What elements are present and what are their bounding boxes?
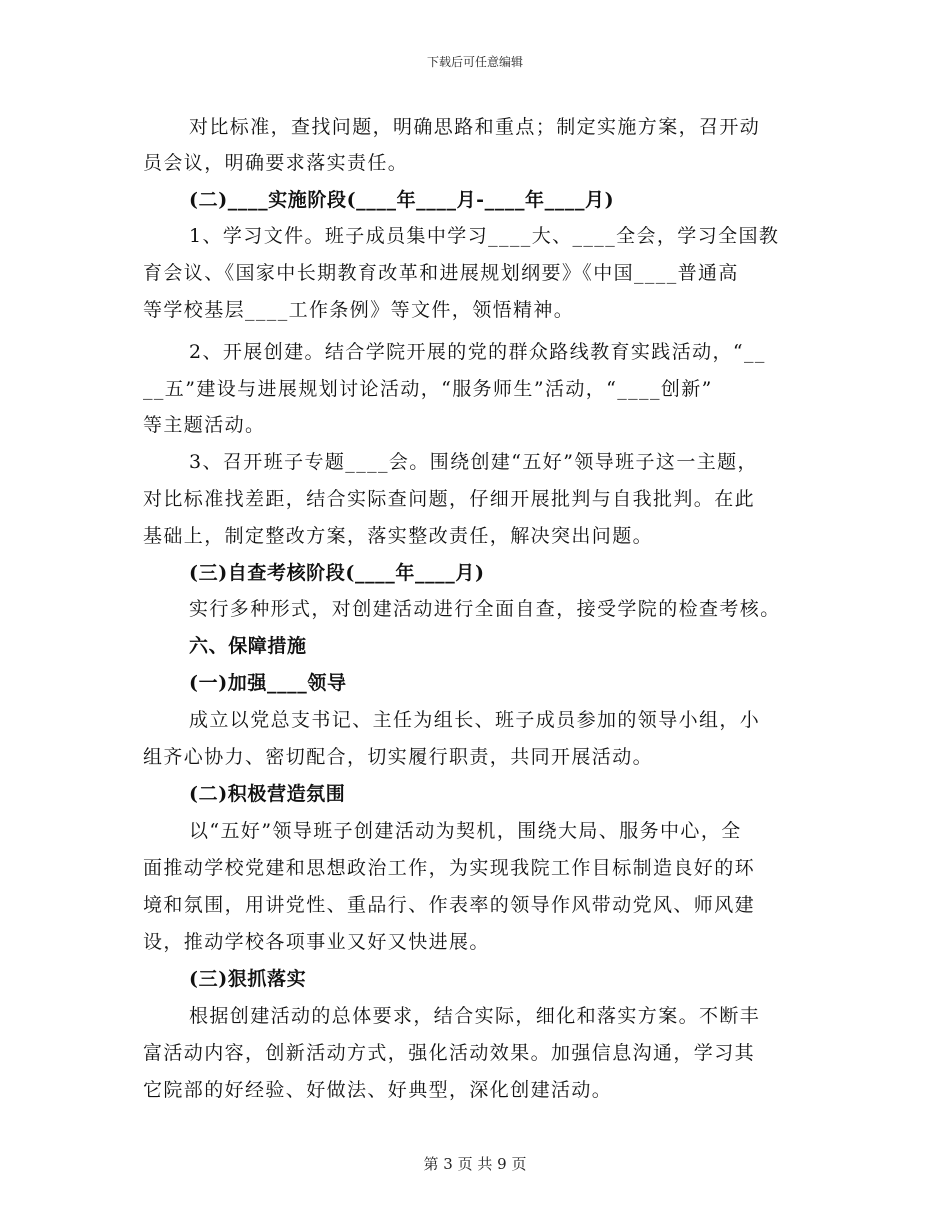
text-line: 它院部的好经验、好做法、好典型，深化创建活动。 [143, 1079, 613, 1101]
page-header: 下载后可任意编辑 [426, 55, 523, 69]
text-line: 实行多种形式，对创建活动进行全面自查，接受学院的检查考核。 [189, 598, 781, 620]
text-line: 对比标准，查找问题，明确思路和重点；制定实施方案，召开动 [189, 116, 761, 138]
section-heading: (一)加强____领导 [189, 672, 347, 694]
text-line: __五”建设与进展规划讨论活动，“服务师生”活动，“____创新” [143, 378, 713, 400]
text-line: 面推动学校党建和思想政治工作，为实现我院工作目标制造良好的环 [143, 857, 756, 879]
section-heading: (二)积极营造氛围 [189, 783, 346, 805]
text-line: 育会议、《国家中长期教育改革和进展规划纲要》《中国____普通高 [143, 262, 739, 284]
text-line: 设，推动学校各项事业又好又快进展。 [143, 931, 490, 953]
section-heading: (三)自查考核阶段(____年____月) [189, 562, 485, 584]
text-line: 对比标准找差距，结合实际查问题，仔细开展批判与自我批判。在此 [143, 488, 756, 510]
section-heading: (三)狠抓落实 [189, 968, 307, 990]
section-heading: (二)____实施阶段(____年____月-____年____月) [189, 189, 615, 211]
text-line: 富活动内容，创新活动方式，强化活动效果。加强信息沟通，学习其 [143, 1042, 756, 1064]
text-line: 以“五好”领导班子创建活动为契机，围绕大局、服务中心，全 [189, 820, 742, 842]
text-line: 基础上，制定整改方案，落实整改责任，解决突出问题。 [143, 525, 654, 547]
text-line: 境和氛围，用讲党性、重品行、作表率的领导作风带动党风、师风建 [143, 894, 756, 916]
text-line: 成立以党总支书记、主任为组长、班子成员参加的领导小组，小 [189, 709, 761, 731]
page-footer: 第 3 页 共 9 页 [423, 1155, 527, 1173]
text-line: 3、召开班子专题____会。围绕创建“五好”领导班子这一主题， [189, 451, 758, 473]
text-line: 等学校基层____工作条例》等文件，领悟精神。 [143, 299, 575, 321]
text-line: 根据创建活动的总体要求，结合实际，细化和落实方案。不断丰 [189, 1005, 761, 1027]
text-line: 2、开展创建。结合学院开展的党的群众路线教育实践活动，“__ [189, 341, 766, 363]
text-line: 组齐心协力、密切配合，切实履行职责，共同开展活动。 [143, 746, 654, 768]
text-line: 等主题活动。 [143, 414, 266, 436]
text-line: 1、学习文件。班子成员集中学习____大、____全会，学习全国教 [189, 225, 780, 247]
section-heading: 六、保障措施 [189, 635, 307, 657]
text-line: 员会议，明确要求落实责任。 [143, 152, 409, 174]
